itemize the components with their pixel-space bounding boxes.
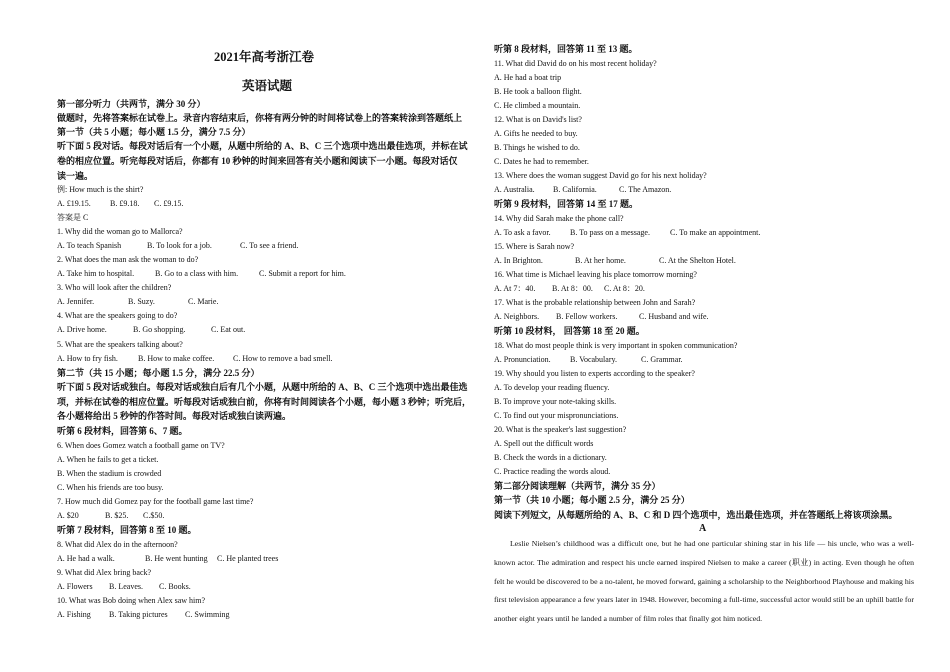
option: B. Go shopping. — [133, 325, 186, 334]
option: B. He went hunting — [145, 554, 208, 563]
option: B. £9.18. — [110, 199, 140, 208]
question: 10. What was Bob doing when Alex saw him? — [57, 596, 206, 605]
option: B. Vocabulary. — [570, 355, 617, 364]
option: A. Spell out the difficult words — [494, 439, 594, 448]
question: 3. Who will look after the children? — [57, 283, 172, 292]
question: 5. What are the speakers talking about? — [57, 340, 183, 349]
question: 18. What do most people think is very important in spoken communication? — [494, 341, 738, 350]
question: 8. What did Alex do in the afternoon? — [57, 540, 178, 549]
question: 11. What did David do on his most recent holiday? — [494, 59, 657, 68]
question: 12. What is on David's list? — [494, 115, 582, 124]
option: A. Australia. — [494, 185, 535, 194]
option: C. Practice reading the words aloud. — [494, 467, 611, 476]
option: B. Leaves. — [109, 582, 143, 591]
option: C. Submit a report for him. — [259, 269, 346, 278]
question: 13. Where does the woman suggest David go for his next holiday? — [494, 171, 707, 180]
option: C.$50. — [143, 511, 165, 520]
option: C. To make an appointment. — [670, 228, 761, 237]
option: B. How to make coffee. — [138, 354, 215, 363]
question: 17. What is the probable relationship between John and Sarah? — [494, 298, 696, 307]
option: C. £9.15. — [154, 199, 184, 208]
option: A. Take him to hospital. — [57, 269, 135, 278]
options-row — [494, 185, 671, 195]
option: C. Grammar. — [641, 355, 683, 364]
option: A. To ask a favor. — [494, 228, 551, 237]
option: A. To teach Spanish — [57, 241, 122, 250]
instruction-line: 做题时，先将答案标在试卷上。录音内容结束后，你将有两分钟的时间将试卷上的答案转涂到答题纸上 — [57, 113, 463, 123]
question: 1. Why did the woman go to Mallorca? — [57, 227, 183, 236]
instruction-line: 读一遍。 — [57, 171, 94, 181]
option: A. Jennifer. — [57, 297, 95, 306]
option: B. To pass on a message. — [570, 228, 650, 237]
option: B. To look for a job. — [147, 241, 212, 250]
option: A. In Brighton. — [494, 256, 543, 265]
option: A. Flowers — [57, 582, 93, 591]
option: C. To find out your mispronunciations. — [494, 411, 619, 420]
option: B. Taking pictures — [109, 610, 168, 619]
option: A. When he fails to get a ticket. — [57, 455, 159, 464]
options-row — [494, 256, 736, 266]
options-row — [494, 355, 683, 365]
instruction-line: 项，并标在试卷的相应位置。听每段对话或独白前，你将有时间阅读各个小题，每小题 3 秒钟；听完后， — [57, 397, 472, 407]
option: C. He planted trees — [217, 554, 279, 563]
options-row — [57, 610, 229, 620]
question: 6. When does Gomez watch a football game on TV? — [57, 441, 225, 450]
instruction-line: 听下面 5 段对话。每段对话后有一个小题，从题中所给的 A、B、C 三个选项中选出最佳选项，并标在试 — [57, 141, 468, 151]
options-row — [57, 582, 191, 592]
material-heading: 听第 6 段材料，回答第 6、7 题。 — [57, 426, 188, 436]
option: C. Husband and wife. — [639, 312, 709, 321]
option: C. Swimming — [185, 610, 230, 619]
section2-heading: 第二节（共 15 小题；每小题 1.5 分，满分 22.5 分） — [57, 368, 260, 378]
options-row — [57, 325, 245, 335]
question: 16. What time is Michael leaving his place tomorrow morning? — [494, 270, 697, 279]
material-heading: 听第 8 段材料，回答第 11 至 13 题。 — [494, 44, 638, 54]
material-heading: 听第 9 段材料，回答第 14 至 17 题。 — [494, 199, 639, 209]
option: B. When the stadium is crowded — [57, 469, 162, 478]
option: C. When his friends are too busy. — [57, 483, 164, 492]
option: B. $25. — [105, 511, 129, 520]
options-row — [57, 297, 218, 307]
option: B. Check the words in a dictionary. — [494, 453, 607, 462]
reading-instruction: 阅读下列短文，从每题所给的 A、B、C 和 D 四个选项中，选出最佳选项，并在答题纸上将该项涂黑。 — [494, 510, 898, 520]
option: B. Things he wished to do. — [494, 143, 580, 152]
passage-label: A — [699, 523, 707, 534]
option: B. At 8：00. — [552, 284, 593, 293]
example-question: 例: How much is the shirt? — [57, 185, 144, 194]
option: C. At 8：20. — [604, 284, 645, 293]
option: B. He took a balloon flight. — [494, 87, 582, 96]
question: 2. What does the man ask the woman to do? — [57, 255, 199, 264]
options-row — [57, 241, 298, 251]
part2-heading: 第二部分阅读理解（共两节，满分 35 分） — [494, 481, 661, 491]
question: 14. Why did Sarah make the phone call? — [494, 214, 624, 223]
passage-text: Leslie Nielsen’s childhood was a difficult one, but he had one particular shining star in his life — his uncle, who was a well-known actor. The admiration and respect his uncle earned inspired Nielsen to make a career (职业) in acting. Even though he often felt he would be discovered to be a no-talent, he moved forward, gaining a scholarship to the Neighborhood Playhouse and making his first television appearance a few years later in 1948. However, becoming a full-time, successful actor would still be an uphill battle for another eight years until he landed a number of film roles that finally got him noticed. — [494, 539, 914, 624]
option: C. He climbed a mountain. — [494, 101, 581, 110]
option: C. Dates he had to remember. — [494, 157, 589, 166]
option: A. At 7：40. — [494, 284, 536, 293]
page-title: 2021年高考浙江卷 — [214, 50, 315, 64]
option: C. The Amazon. — [619, 185, 672, 194]
option: A. Gifts he needed to buy. — [494, 129, 578, 138]
question: 9. What did Alex bring back? — [57, 568, 152, 577]
option: A. To develop your reading fluency. — [494, 383, 610, 392]
options-row — [57, 269, 346, 279]
example-options — [57, 199, 183, 209]
option: B. Suzy. — [128, 297, 155, 306]
part1-heading: 第一部分听力（共两节，满分 30 分） — [57, 99, 206, 109]
options-row — [57, 354, 333, 364]
option: C. Marie. — [188, 297, 219, 306]
option: C. At the Shelton Hotel. — [659, 256, 736, 265]
option: A. $20 — [57, 511, 79, 520]
instruction-line: 听下面 5 段对话或独白。每段对话或独白后有几个小题，从题中所给的 A、B、C 三个选项中选出最佳选 — [57, 382, 468, 392]
option: B. California. — [553, 185, 597, 194]
page-subtitle: 英语试题 — [242, 79, 293, 93]
example-answer: 答案是 C — [57, 213, 89, 222]
question: 20. What is the speaker's last suggestion? — [494, 425, 627, 434]
option: C. How to remove a bad smell. — [233, 354, 333, 363]
options-row — [57, 554, 278, 564]
material-heading: 听第 10 段材料， 回答第 18 至 20 题。 — [494, 326, 645, 336]
option: B. Go to a class with him. — [155, 269, 239, 278]
options-row — [57, 511, 164, 521]
section1-heading: 第一节（共 5 小题；每小题 1.5 分，满分 7.5 分） — [57, 127, 251, 137]
option: B. Fellow workers. — [556, 312, 618, 321]
option: A. He had a walk. — [57, 554, 115, 563]
option: A. £19.15. — [57, 199, 91, 208]
instruction-line: 各小题将给出 5 秒钟的作答时间。每段对话或独白读两遍。 — [57, 411, 292, 421]
option: B. To improve your note-taking skills. — [494, 397, 617, 406]
option: A. He had a boat trip — [494, 73, 562, 82]
material-heading: 听第 7 段材料，回答第 8 至 10 题。 — [57, 525, 197, 535]
options-row — [494, 284, 645, 294]
question: 4. What are the speakers going to do? — [57, 311, 178, 320]
question: 15. Where is Sarah now? — [494, 242, 575, 251]
question: 19. Why should you listen to experts according to the speaker? — [494, 369, 695, 378]
options-row — [494, 312, 709, 322]
question: 7. How much did Gomez pay for the football game last time? — [57, 497, 254, 506]
option: A. Pronunciation. — [494, 355, 551, 364]
option: A. How to fry fish. — [57, 354, 118, 363]
option: B. At her home. — [575, 256, 626, 265]
option: A. Fishing — [57, 610, 91, 619]
reading-section1-heading: 第一节（共 10 小题；每小题 2.5 分，满分 25 分） — [494, 495, 690, 505]
options-row — [494, 228, 760, 238]
instruction-line: 卷的相应位置。听完每段对话后，你都有 10 秒钟的时间来回答有关小题和阅读下一小题。每段对话仅 — [57, 156, 458, 166]
option: C. To see a friend. — [240, 241, 299, 250]
option: C. Books. — [159, 582, 191, 591]
option: A. Drive home. — [57, 325, 107, 334]
option: A. Neighbors. — [494, 312, 540, 321]
option: C. Eat out. — [211, 325, 246, 334]
